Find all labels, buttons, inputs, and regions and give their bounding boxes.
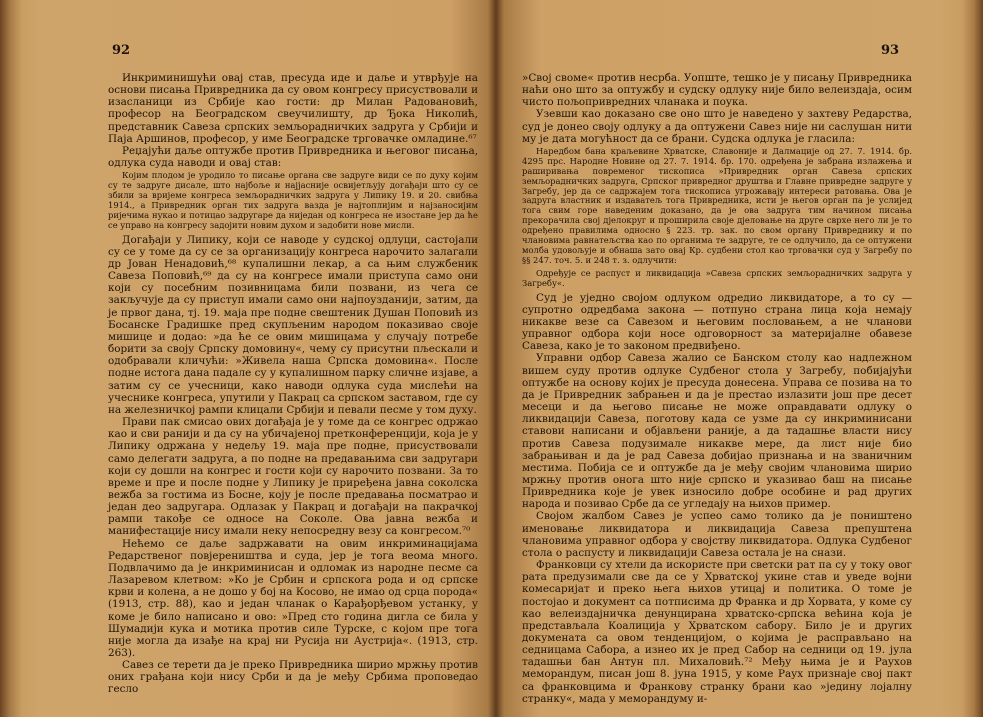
paragraph: Инкриминишући овај став, пресуда иде и даље и утврђује на основи писања Привредника да су овом конгресу присуствовали и изасланици из Србије као гости: др Милан Радовановић, професор на Београдском свеучилишту, др Ђока Николић, представник Савеза српских земљорадничких задруга у Србији и Паја Аршинов, професор, у име Београдске трговачке омладине.⁶⁷ <box>108 72 478 145</box>
paragraph: Суд је уједно својом одлуком одредио ликвидаторе, а то су — супротно одредбама закона — потпуно страна лица која немају никакве везе са Савезом и његовим пословањем, а не чланови управног одбора који носе одговорност за материјалне обавезе Савеза, како је то законом предвиђено. <box>522 291 912 353</box>
paragraph: »Свој своме« против несрба. Уопште, тешко је у писању Привредника наћи оно што за оптужбу и судску одлуку није било велеиздаја, осим чисто пољопривредних чланака и поука. <box>522 72 912 109</box>
paragraph: Догађаји у Липику, који се наводе у судској одлуци, састојали су се у томе да су се за организацију конгреса нарочито залагали др Јован Ненадовић,⁶⁸ купалишни лекар, а са њим службеник Савеза Поповић,⁶⁹ да су на конгресе имали приступа само они који су посебним позивницама били позвани, из чега се закључује да су приступ имали само они најпоузданији, затим, да је првог дана, тј. 19. маја пре подне свештеник Душан Поповић из Босанске Градишке пред скупљеним народом показивао своје мишице и додао: »да ће се овим мишицама у случају потребе борити за своју Српску домовину«, чему су присутни пљескали и одобравали кличући: »Живела наша Српска домовина«. После подне истога дана падале су у купалишном парку сличне изјаве, а затим су се учесници, како наводи одлука суда мислећи на учеснике конгреса, упутили у Пакрац са српском заставом, где су на железничкој рампи клицали Србији и певали песме у том духу. <box>108 233 478 416</box>
paragraph: Својом жалбом Савез је успео само толико да је поништено именовање ликвидатора и ликвидација Савеза препуштена члановима управног одбора у својству ликвидатора. Одлука Судбеног стола о распусту и ликвидацији Савеза остала је на снази. <box>522 510 912 559</box>
quoted-excerpt: Којим плодом је уродило то писање органа све задруге види се по духу којим су те задруге дисале, што најбоље и најјасније освијетљују догађаји што су се збили за вријеме конгреса земљорадничких задруга у Липику 19. и 20. свибња 1914., а Привредник орган тих задруга вазда је најтоплијим и најзаносијим ријечима нукао и потицао задругаре да ниједан од конгреса не изостане јер да ће се управо на конгресу задојити новим духом и задобити нове мисли. <box>108 170 478 230</box>
page-number: 93 <box>881 43 900 58</box>
quoted-excerpt: Одређује се распуст и ликвидација »Савеза српских земљорадничких задруга у Загребу«. <box>522 267 912 288</box>
paragraph: Франковци су хтели да искористе при светски рат па су у току овог рата предузимали све да се у Хрватској укине став и уведе војни комесаријат и преко њега њихов утицај и политика. О томе је постојао и документ са потписима др Франка и др Хорвата, у коме су као велеиздајничка денунцирана хрватско-српска већина која је представљала Коалиција у Хрватском сабору. Било је и других докумената са овом тенденцијом, о којима је расправљано на седницама Сабора, а изнео их је пред Сабор на седници од 19. јула тадашњи бан Антун пл. Михаловић.⁷² Међу њима је и Раухов меморандум, писан још 8. јуна 1915, у коме Раух признаје свој пакт са франковцима и Франкову странку брани као »једину лојалну странку«, мада у меморандуму и- <box>522 559 912 705</box>
paragraph: Савез се терети да је преко Привредника ширио мржњу против оних грађана који нису Срби и да је међу Србима проповедао гесло <box>108 659 478 696</box>
paragraph: Прави пак смисао ових догађаја је у томе да се конгрес одржао као и сви ранији и да су на убичајеној претконференцији, која је у Липику одржана у недељу 19. маја пре подне, присуствовали само делегати задруга, а по подне на предавањима сви задругари који су дошли на конгрес и гости који су нарочито позвани. За то време и пре и после подне у Липику је приређена јавна соколска вежба за гостима из Босне, коју је после предавања посматрао и један део задругара. Одлазак у Пакрац и догађаји на пакрачкој рампи такође се односе на Соколе. Ова јавна вежба и манифестације нису имали неку непосредну везу са конгресом.⁷⁰ <box>108 416 478 538</box>
paragraph: Нећемо се даље задржавати на овим инкриминацијама Редарственог повјереништва и суда, јер је тога веома много. Подвлачимо да је инкриминисан и одломак из народне песме са Лазаревом клетвом: »Ко је Србин и српскога рода и од српске крви и колена, а не дошо у бој на Косово, не имао од срца порода« (1913, стр. 88), као и један чланак о Карађорђевом устанку, у коме је било написано и ово: »Пред сто година дигла се била у Шумадији кука и мотика против силе Турске, с којом пре тога није могла да изађе на крај ни Русија ни Аустрија«. (1913, стр. 263). <box>108 537 478 659</box>
right-page <box>500 0 983 717</box>
text-column <box>108 72 478 696</box>
quoted-excerpt: Наредбом бана краљевине Хрватске, Славоније и Далмације од 27. 7. 1914. бр. 4295 прс. Народне Новине од 27. 7. 1914. бр. 170. одређена је забрана излажења и раширивања повременог тискописа »Привредник орган Савеза српских земљорадничких задруга, Српског привредног друштва и Главне привредне задруге у Загребу, јер да се садржајем тога тискописа угрожавају интереси ратовања. Ова је задруга властник и издаватељ тога Привредника, исти је његов орган па је услијед тога свим горе наведеним доказано, да је ова задруга тим начином писања прекорачила свој дјелокруг и проширила своје дјеловање на друге сврхе него ли је то одређено правилима односно § 223. тр. зак. по свом органу Привреднику и по члановима равнатељства као по органима те задруге, те се одлучило, да се оптужени молба удовољује и обнаша зато овај Кр. судбени стол као трговачки суд у Загребу по §§ 247. точ. 5. и 248 т. з. одлучити: <box>522 145 912 265</box>
page-number: 92 <box>112 43 131 58</box>
paragraph: Управни одбор Савеза жалио се Банском столу као надлежном вишем суду против одлуке Судбеног стола у Загребу, побијајући оптужбе на основу којих је пресуда донесена. Управа се позива на то да је Привредник забрањен и да је престао излазити још пре десет месеци и да његово писање не може оправдавати одлуку о ликвидацији Савеза, поготову када се узме да су инкриминисани ставови написани и објављени раније, а да тадашње власти нису против Савеза подузимале никакве мере, да лист није био забрањиван и да је рад Савеза добијао признања и на званичним местима. Побија се и оптужбе да је међу својим члановима ширио мржњу против онога што није српско и указивао баш на писање Привредника које је увек износило добре особине и рад других народа и позивао Србе да се угледају на њихов пример. <box>522 352 912 511</box>
paragraph: Реџајући даље оптужбе против Привредника и његовог писања, одлука суда наводи и овај став: <box>108 144 478 170</box>
paragraph: Узевши као доказано све оно што је наведено у захтеву Редарства, суд је донео своју одлуку а да оптужени Савез није ни саслушан нити му је дата могућност да се брани. Судска одлука је гласила: <box>522 108 912 145</box>
text-column <box>522 72 912 705</box>
